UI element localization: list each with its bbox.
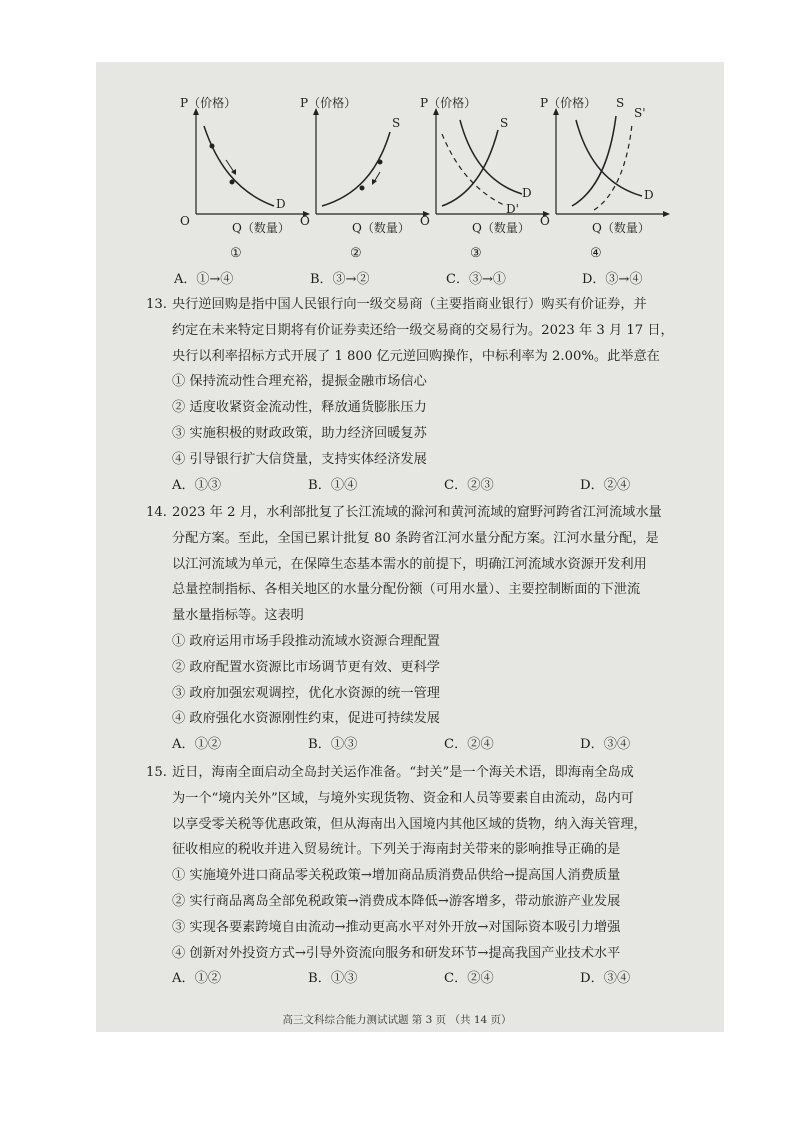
q15-option-c[interactable]: C．②④ — [444, 971, 494, 987]
page-footer: 高三文科综合能力测试试题 第 3 页 （共 14 页） — [282, 1014, 512, 1026]
curve-label-s: S — [392, 116, 401, 130]
stem-line: 2023 年 2 月，水利部批复了长江流域的滁河和黄河流域的窟野河跨省江河流域水量 — [172, 505, 662, 520]
q14-option-a[interactable]: A．①② — [172, 737, 222, 753]
origin-label: O — [420, 214, 430, 228]
q15-option-a[interactable]: A．①② — [172, 971, 222, 987]
curve-label-s: S — [500, 116, 509, 130]
graph-1 — [180, 96, 310, 272]
curve-label-d: D — [522, 186, 532, 200]
statement-item: ③ 实施积极的财政政策，助力经济回暖复苏 — [172, 425, 427, 441]
origin-label: O — [540, 214, 550, 228]
question-14 — [146, 500, 712, 758]
question-13 — [146, 292, 712, 498]
q13-option-a[interactable]: A．①③ — [172, 477, 222, 493]
statement-item: ① 实施境外进口商品零关税政策→增加商品质消费品供给→提高国人消费质量 — [172, 868, 621, 884]
graph-number: ④ — [590, 246, 602, 261]
statement-item: ② 适度收紧资金流动性，释放通货膨胀压力 — [172, 400, 427, 416]
q-axis-label: Q（数量） — [592, 221, 650, 235]
q14-option-b[interactable]: B．①③ — [308, 737, 358, 753]
graph-4-svg — [546, 102, 670, 272]
p-axis-label: P（价格） — [180, 96, 237, 110]
q12-option-b[interactable]: B．③→② — [310, 272, 370, 287]
graph-number: ③ — [470, 246, 482, 261]
statement-item: ③ 实现各要素跨境自由流动→推动更高水平对外开放→对国际资本吸引力增强 — [172, 919, 621, 935]
curve-label-s-prime: S' — [634, 106, 646, 120]
stem-line: 征收相应的税收并进入贸易统计。下列关于海南封关带来的影响推导正确的是 — [172, 842, 621, 858]
stem-line: 以江河流域为单元，在保障生态基本需水的前提下，明确江河流域水资源开发利用 — [172, 556, 647, 572]
curve-label-s: S — [616, 96, 625, 110]
q12-option-c[interactable]: C．③→① — [446, 272, 506, 287]
graph-number: ① — [230, 246, 242, 261]
statement-item: ③ 政府加强宏观调控，优化水资源的统一管理 — [172, 685, 440, 701]
q12-option-a[interactable]: A．①→④ — [174, 272, 234, 287]
stem-line: 近日，海南全面启动全岛封关运作准备。“封关”是一个海关术语，即海南全岛成 — [172, 765, 634, 780]
stem-line: 央行以利率招标方式开展了 1 800 亿元逆回购操作，中标利率为 2.00%。此举意在 — [172, 348, 660, 364]
q15-option-d[interactable]: D．③④ — [580, 971, 631, 987]
statement-item: ② 政府配置水资源比市场调节更有效、更科学 — [172, 659, 440, 675]
q-axis-label: Q（数量） — [232, 221, 290, 235]
graph-3 — [420, 96, 550, 272]
question-number: 15. — [146, 765, 167, 780]
p-axis-label: P（价格） — [540, 96, 597, 110]
q14-option-d[interactable]: D．③④ — [580, 737, 631, 753]
statement-item: ① 政府运用市场手段推动流域水资源合理配置 — [172, 633, 440, 649]
graph-number: ② — [350, 246, 362, 261]
statement-item: ④ 政府强化水资源刚性约束，促进可持续发展 — [172, 711, 440, 727]
stem-line: 以享受零关税等优惠政策，但从海南出入国境内其他区域的货物，纳入海关管理， — [172, 816, 647, 832]
origin-label: O — [300, 214, 310, 228]
curve-label-d: D — [276, 197, 286, 211]
stem-line: 总量控制指标、各相关地区的水量分配份额（可用水量）、主要控制断面的下泄流 — [172, 582, 641, 598]
question-15 — [146, 760, 712, 992]
supply-demand-graphs — [96, 62, 724, 282]
stem-line: 分配方案。至此，全国已累计批复 80 条跨省江河水量分配方案。江河水量分配，是 — [172, 530, 659, 546]
curve-label-d: D — [644, 188, 654, 202]
statement-item: ④ 引导银行扩大信贷量，支持实体经济发展 — [172, 451, 427, 467]
graph-2-svg — [306, 102, 430, 272]
q15-option-b[interactable]: B．①③ — [308, 971, 358, 987]
q12-options — [174, 268, 774, 290]
graph-1-svg — [186, 102, 310, 272]
stem-line: 量水量指标等。这表明 — [172, 608, 304, 624]
stem-line: 为一个“境内关外”区域，与境外实现货物、资金和人员等要素自由流动，岛内可 — [172, 790, 634, 806]
question-number: 13. — [146, 297, 167, 312]
q14-option-c[interactable]: C．②④ — [444, 737, 494, 753]
origin-label: O — [180, 214, 190, 228]
stem-line: 约定在未来特定日期将有价证券卖还给一级交易商的交易行为。2023 年 3 月 17 日， — [172, 322, 674, 338]
q13-option-b[interactable]: B．①④ — [308, 477, 358, 493]
q-axis-label: Q（数量） — [352, 221, 410, 235]
curve-label-d-prime: D' — [506, 202, 519, 216]
graph-4 — [540, 96, 670, 272]
p-axis-label: P（价格） — [420, 96, 477, 110]
graph-2 — [300, 96, 430, 272]
statement-item: ② 实行商品离岛全部免税政策→消费成本降低→游客增多，带动旅游产业发展 — [172, 893, 621, 909]
stem-line: 央行逆回购是指中国人民银行向一级交易商（主要指商业银行）购买有价证券，并 — [172, 297, 647, 312]
q12-option-d[interactable]: D．③→④ — [582, 272, 643, 287]
q13-option-d[interactable]: D．②④ — [580, 477, 631, 493]
statement-item: ④ 创新对外投资方式→引导外资流向服务和研发环节→提高我国产业技术水平 — [172, 945, 621, 961]
statement-item: ① 保持流动性合理充裕，提振金融市场信心 — [172, 374, 427, 390]
q-axis-label: Q（数量） — [472, 221, 530, 235]
question-number: 14. — [146, 505, 167, 520]
q13-option-c[interactable]: C．②③ — [444, 477, 494, 493]
p-axis-label: P（价格） — [300, 96, 357, 110]
